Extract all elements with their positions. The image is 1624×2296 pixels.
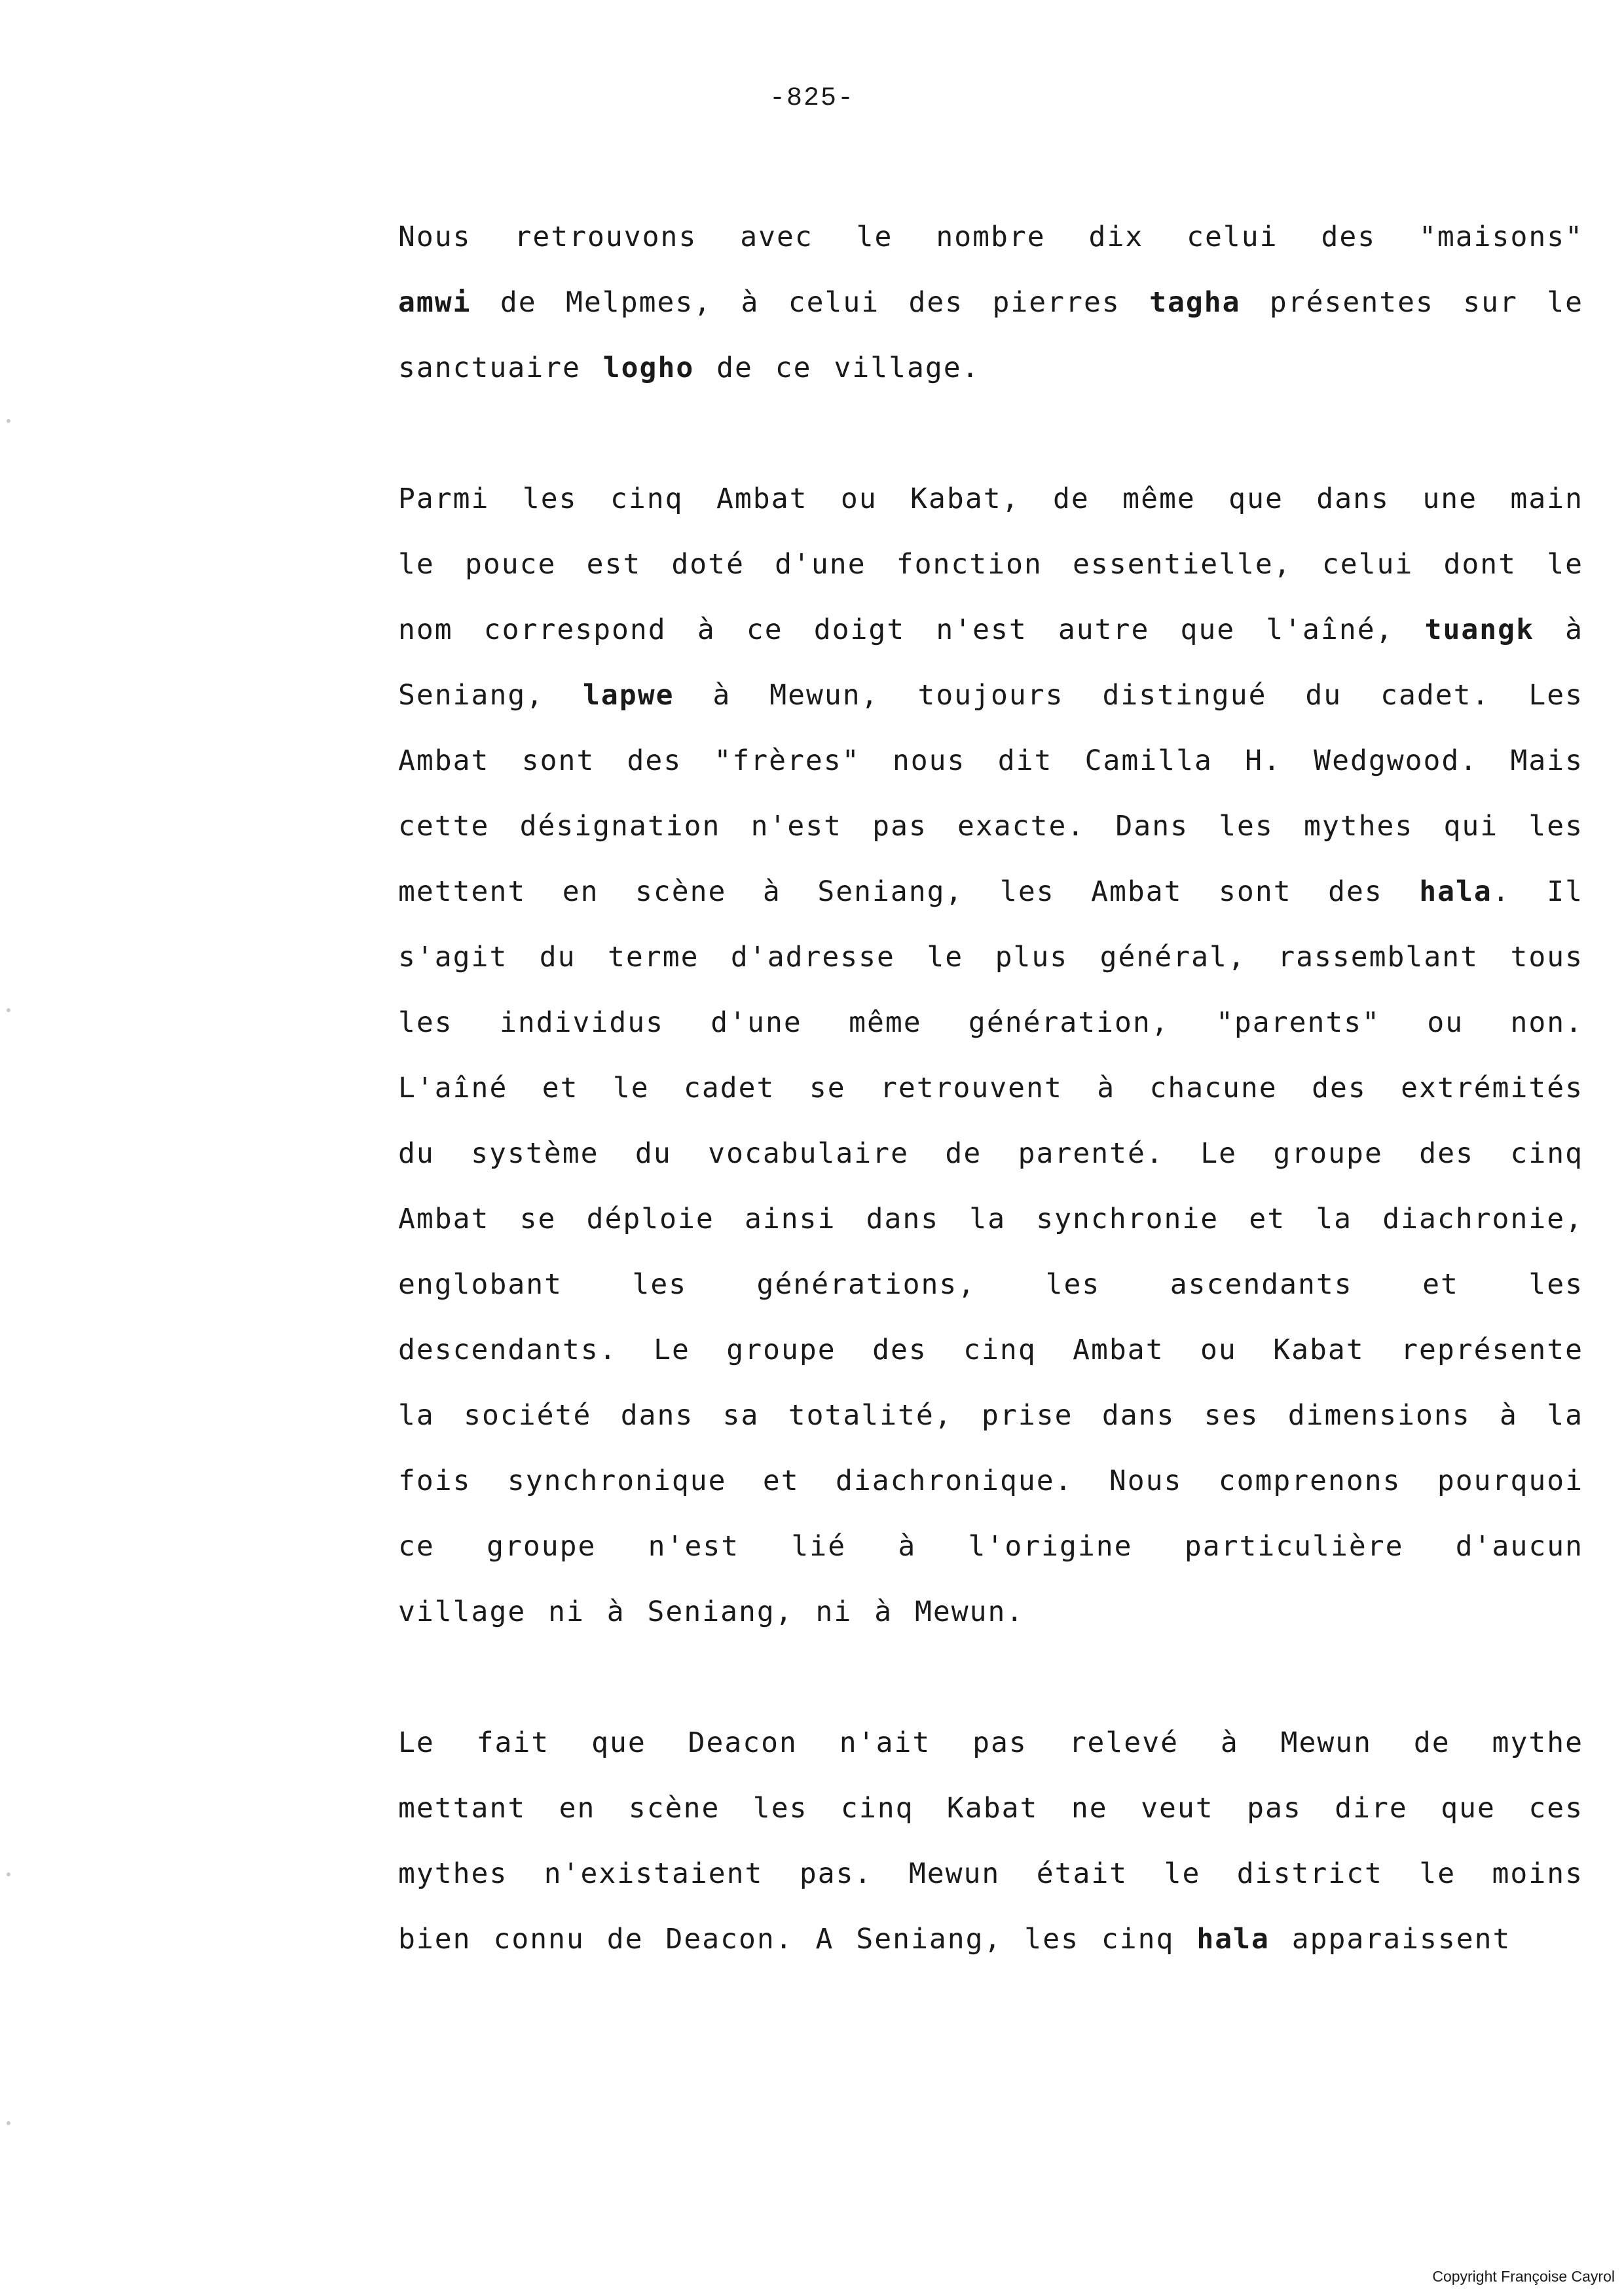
text-run: mythes n'existaient pas. Mewun était le district le moins (398, 1857, 1583, 1890)
text-line (398, 924, 1583, 990)
text-line (398, 859, 1583, 924)
bold-term: tuangk (1424, 613, 1534, 646)
scan-speck (7, 1008, 10, 1012)
text-run: cette désignation n'est pas exacte. Dans les mythes qui les (398, 810, 1583, 843)
text-line (398, 793, 1583, 859)
text-line (398, 1841, 1583, 1906)
text-run: L'aîné et le cadet se retrouvent à chacune des extrémités (398, 1072, 1583, 1104)
text-line (398, 1906, 1583, 1972)
text-run: descendants. Le groupe des cinq Ambat ou Kabat représente (398, 1334, 1583, 1366)
text-run: Nous retrouvons avec le nombre dix celui des "maisons" (398, 221, 1583, 253)
text-run: mettant en scène les cinq Kabat ne veut pas dire que ces (398, 1792, 1583, 1825)
text-run: de Melpmes, à celui des pierres (471, 286, 1150, 319)
text-run: Ambat sont des "frères" nous dit Camilla H. Wedgwood. Mais (398, 744, 1583, 777)
text-run: présentes sur le (1240, 286, 1583, 319)
text-line (398, 1055, 1583, 1121)
text-line (398, 270, 1583, 335)
bold-term: hala (1196, 1923, 1270, 1956)
text-run: de ce village. (694, 352, 980, 384)
copyright-notice: Copyright Françoise Cayrol (1432, 2268, 1615, 2285)
text-run: s'agit du terme d'adresse le plus général, rassemblant tous (398, 941, 1583, 974)
text-run: Parmi les cinq Ambat ou Kabat, de même que dans une main (398, 483, 1583, 515)
text-line (398, 597, 1583, 663)
text-run: englobant les générations, les ascendants et les (398, 1268, 1583, 1301)
text-line (398, 1448, 1583, 1514)
text-run: à (1534, 613, 1583, 646)
text-line (398, 1121, 1583, 1186)
paragraph-3 (398, 1710, 1583, 1972)
text-run: le pouce est doté d'une fonction essentielle, celui dont le (398, 548, 1583, 581)
text-run: nom correspond à ce doigt n'est autre que l'aîné, (398, 613, 1425, 646)
text-run: village ni à Seniang, ni à Mewun. (398, 1595, 1025, 1628)
text-line (398, 335, 1583, 401)
bold-term: lapwe (583, 679, 674, 712)
text-line (398, 1252, 1583, 1317)
text-run: . Il (1492, 875, 1583, 908)
text-line (398, 663, 1583, 728)
text-line (398, 1710, 1583, 1776)
text-run: Seniang, (398, 679, 583, 712)
text-run: mettent en scène à Seniang, les Ambat sont des (398, 875, 1420, 908)
text-run: à Mewun, toujours distingué du cadet. Les (674, 679, 1583, 712)
paragraph-2 (398, 466, 1583, 1645)
text-line (398, 728, 1583, 793)
text-run: du système du vocabulaire de parenté. Le groupe des cinq (398, 1137, 1583, 1170)
text-run: sanctuaire (398, 352, 603, 384)
text-run: bien connu de Deacon. A Seniang, les cinq (398, 1923, 1197, 1956)
bold-term: tagha (1149, 286, 1241, 319)
text-line (398, 1186, 1583, 1252)
text-line (398, 1776, 1583, 1841)
text-line (398, 1383, 1583, 1448)
text-run: Ambat se déploie ainsi dans la synchronie et la diachronie, (398, 1203, 1583, 1235)
text-run: la société dans sa totalité, prise dans ses dimensions à la (398, 1399, 1583, 1432)
text-line (398, 1514, 1583, 1579)
page-number: -825- (769, 84, 855, 113)
text-line (398, 532, 1583, 597)
text-run: ce groupe n'est lié à l'origine particulière d'aucun (398, 1530, 1583, 1563)
text-line (398, 1317, 1583, 1383)
bold-term: logho (602, 352, 695, 384)
bold-term: hala (1419, 875, 1492, 908)
text-run: apparaissent (1269, 1923, 1511, 1956)
text-run: les individus d'une même génération, "parents" ou non. (398, 1006, 1583, 1039)
text-line (398, 204, 1583, 270)
text-line (398, 466, 1583, 532)
scan-speck (7, 419, 10, 423)
text-line (398, 990, 1583, 1055)
scan-speck (7, 1872, 10, 1876)
text-line (398, 1579, 1583, 1645)
text-run: fois synchronique et diachronique. Nous comprenons pourquoi (398, 1465, 1583, 1497)
paragraph-1 (398, 204, 1583, 401)
bold-term: amwi (398, 286, 471, 319)
text-run: Le fait que Deacon n'ait pas relevé à Mewun de mythe (398, 1726, 1583, 1759)
scan-speck (7, 2121, 10, 2125)
